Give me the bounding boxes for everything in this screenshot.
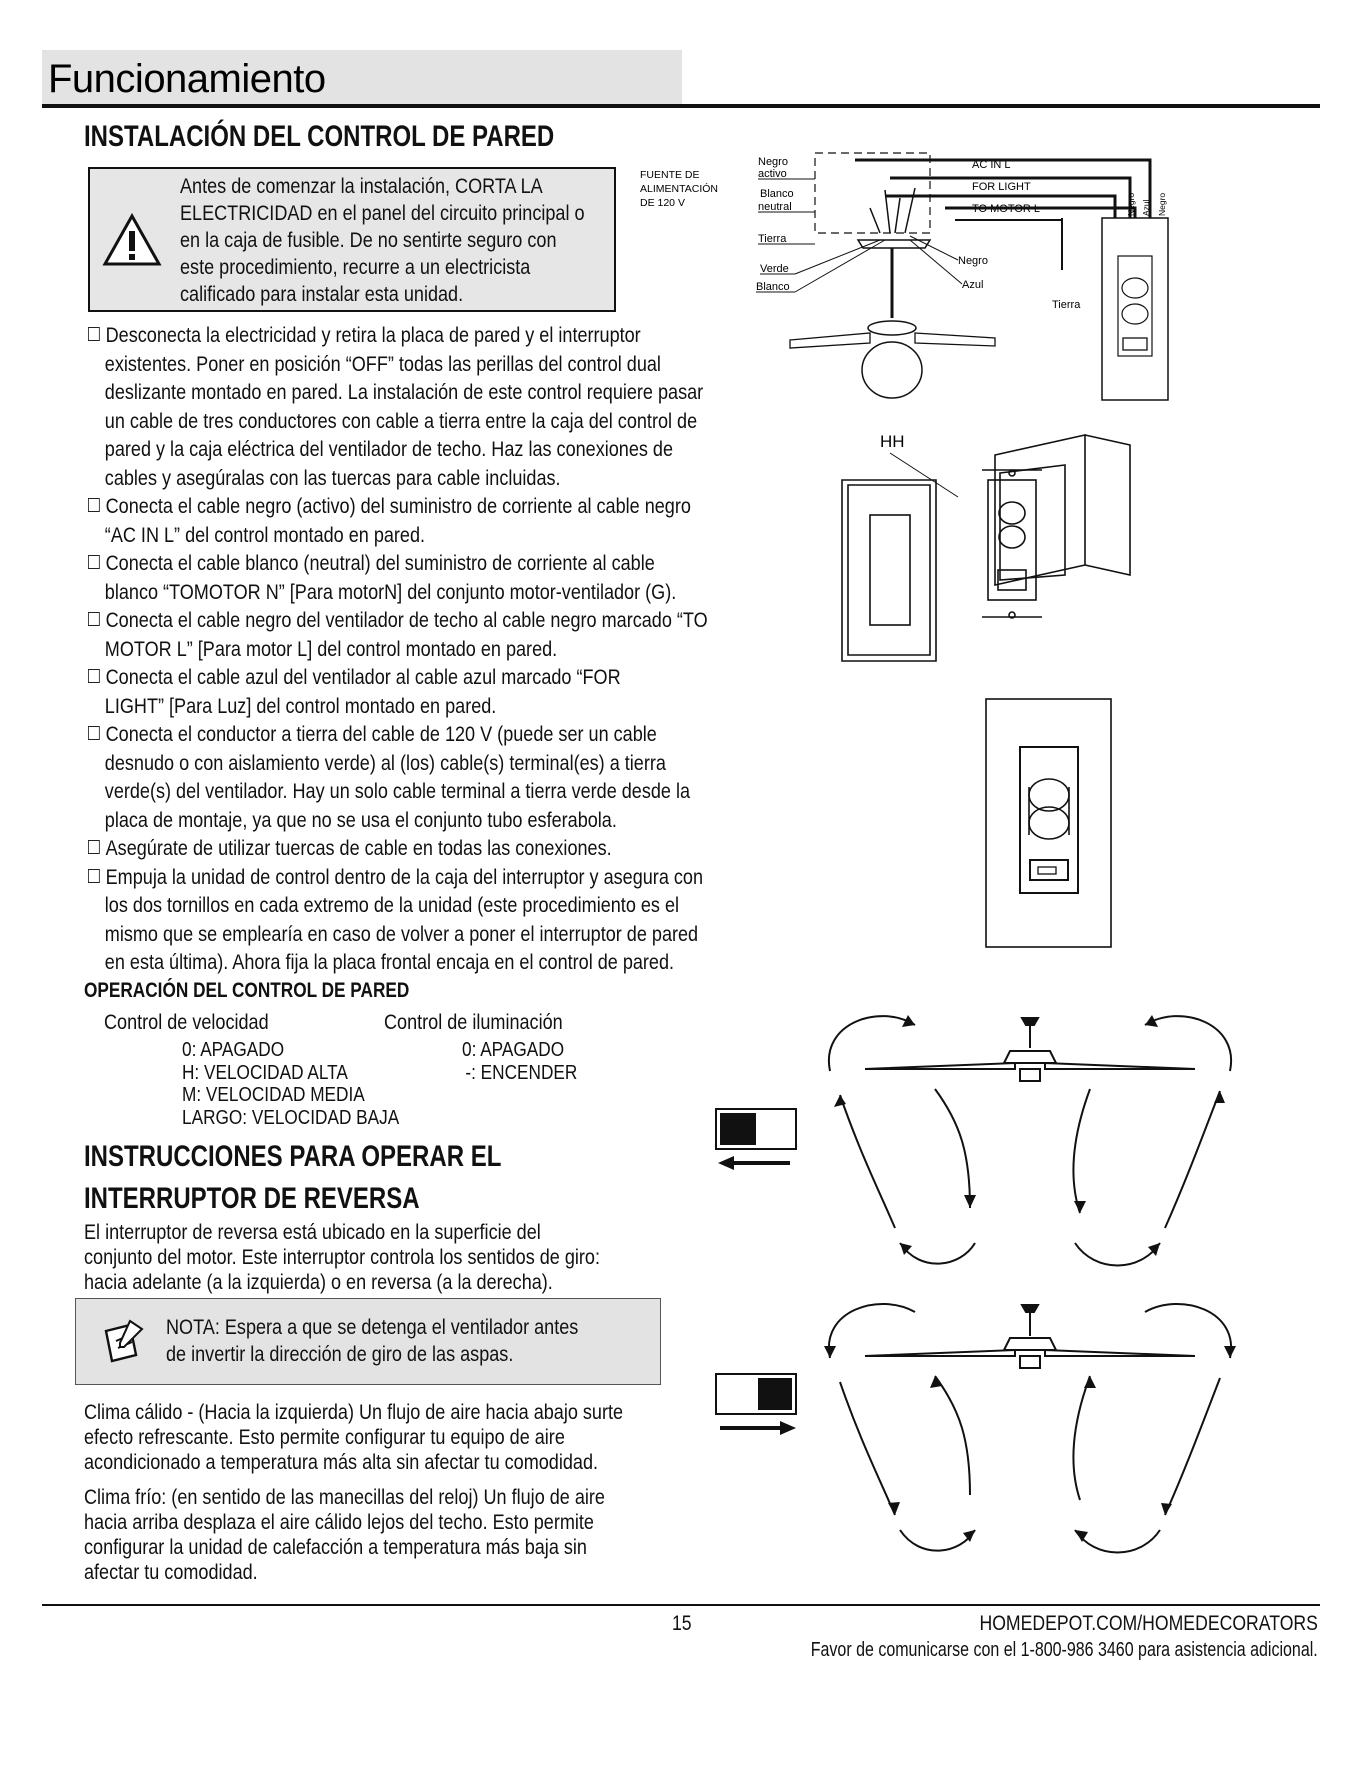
footer-site bbox=[820, 1612, 1318, 1636]
speed-item: M: VELOCIDAD MEDIA bbox=[182, 1083, 365, 1106]
warning-line: calificado para instalar esta unidad. bbox=[180, 282, 464, 306]
checkbox-square-icon bbox=[88, 498, 100, 512]
instruction-text: Conecta el conductor a tierra del cable de 120 V (puede ser un cable bbox=[105, 722, 657, 746]
warm-line: acondicionado a temperatura más alta sin afectar tu comodidad. bbox=[84, 1450, 599, 1474]
warning-text bbox=[180, 173, 585, 308]
reverse-intro-line: hacia adelante (a la izquierda) o en reversa (a la derecha). bbox=[84, 1270, 553, 1294]
label-hh: HH bbox=[880, 432, 905, 451]
instruction-line bbox=[88, 407, 708, 436]
note-text bbox=[166, 1314, 578, 1368]
checkbox-square-icon bbox=[88, 555, 100, 569]
header-rule bbox=[42, 104, 1320, 108]
instruction-text: en esta última). Ahora fija la placa frontal encaja en el control de pared. bbox=[104, 950, 675, 974]
instruction-text: cables y asegúralas con las tuercas para cable incluidas. bbox=[104, 465, 561, 490]
speed-control-header: Control de velocidad bbox=[104, 1010, 269, 1034]
terminal-label-for-light: FOR LIGHT bbox=[972, 181, 1031, 193]
instruction-text: Empuja la unidad de control dentro de la caja del interruptor y asegura con bbox=[105, 864, 703, 889]
warning-line: en la caja de fusible. De no sentirte seguro con bbox=[180, 228, 557, 252]
instruction-text: Asegúrate de utilizar tuercas de cable en todas las conexiones. bbox=[105, 836, 612, 860]
speed-item: H: VELOCIDAD ALTA bbox=[182, 1060, 348, 1084]
instruction-line bbox=[88, 578, 708, 607]
vertical-label: Negro bbox=[1157, 192, 1167, 216]
instruction-line bbox=[88, 834, 708, 863]
cold-line: configurar la unidad de calefacción a temperatura más baja sin bbox=[84, 1535, 587, 1559]
wire-label-blanco-2: Blanco bbox=[756, 281, 790, 293]
speed-item: LARGO: VELOCIDAD BAJA bbox=[182, 1105, 400, 1129]
operation-title: OPERACIÓN DEL CONTROL DE PARED bbox=[84, 979, 410, 1002]
reverse-switch-right-icon bbox=[714, 1372, 804, 1438]
instruction-line bbox=[88, 321, 708, 350]
wire-label-azul: Azul bbox=[962, 279, 984, 291]
warning-box bbox=[88, 167, 616, 312]
reverse-switch-left-icon bbox=[714, 1107, 804, 1173]
checkbox-square-icon bbox=[88, 840, 100, 854]
footer-contact-text: Favor de comunicarse con el 1-800-986 3460 para asistencia adicional. bbox=[811, 1639, 1318, 1661]
instruction-line bbox=[88, 350, 708, 379]
light-item: 0: APAGADO bbox=[462, 1038, 565, 1061]
footer-rule bbox=[42, 1604, 1320, 1606]
instruction-list bbox=[88, 321, 708, 977]
warning-icon bbox=[102, 213, 162, 267]
wiring-diagram bbox=[620, 148, 1180, 410]
vertical-label: Negro bbox=[1126, 192, 1136, 216]
note-line: NOTA: Espera a que se detenga el ventilador antes bbox=[166, 1315, 579, 1339]
cold-weather-text bbox=[84, 1485, 605, 1585]
instruction-line bbox=[88, 720, 708, 749]
instruction-line bbox=[88, 435, 708, 464]
instruction-line bbox=[88, 492, 708, 521]
reverse-intro-line: conjunto del motor. Este interruptor controla los sentidos de giro: bbox=[84, 1245, 601, 1269]
terminal-label-to-motor: TO MOTOR L bbox=[972, 203, 1041, 215]
instruction-line bbox=[88, 891, 708, 920]
note-box bbox=[75, 1298, 661, 1385]
section-title-wall-control: INSTALACIÓN DEL CONTROL DE PARED bbox=[84, 120, 555, 153]
instruction-line bbox=[88, 920, 708, 949]
warning-line: este procedimiento, recurre a un electricista bbox=[180, 255, 531, 279]
light-control-header: Control de iluminación bbox=[384, 1010, 563, 1034]
instruction-text: Conecta el cable negro (activo) del suministro de corriente al cable negro bbox=[105, 494, 691, 518]
instruction-line bbox=[88, 549, 708, 578]
checkbox-square-icon bbox=[88, 869, 100, 883]
instruction-line bbox=[88, 663, 708, 692]
vertical-label: Azul bbox=[1141, 199, 1151, 216]
wire-label-blanco: Blanco bbox=[760, 188, 794, 200]
checkbox-square-icon bbox=[88, 726, 100, 740]
reverse-title bbox=[84, 1136, 501, 1220]
instruction-text: desnudo o con aislamiento verde) al (los) cable(s) terminal(es) a tierra bbox=[104, 750, 666, 775]
cold-line: Clima frío: (en sentido de las manecillas del reloj) Un flujo de aire bbox=[84, 1485, 605, 1509]
instruction-line bbox=[88, 692, 708, 721]
note-icon bbox=[100, 1317, 148, 1365]
instruction-text: “AC IN L” del control montado en pared. bbox=[104, 522, 426, 547]
instruction-line bbox=[88, 863, 708, 892]
instruction-text: deslizante montado en pared. La instalación de este control requiere pasar bbox=[104, 380, 704, 404]
instruction-line bbox=[88, 635, 708, 664]
instruction-text: MOTOR L” [Para motor L] del control montado en pared. bbox=[104, 636, 558, 661]
light-control-list bbox=[462, 1039, 577, 1084]
instruction-text: Desconecta la electricidad y retira la placa de pared y el interruptor bbox=[105, 323, 641, 347]
instruction-text: los dos tornillos en cada extremo de la unidad (este procedimiento es el bbox=[104, 893, 680, 917]
wire-label-tierra: Tierra bbox=[758, 233, 787, 245]
instruction-text: mismo que se emplearía en caso de volver a poner el interruptor de pared bbox=[104, 921, 699, 946]
cold-line: afectar tu comodidad. bbox=[84, 1560, 258, 1584]
instruction-text: Conecta el cable azul del ventilador al cable azul marcado “FOR bbox=[105, 665, 621, 689]
wire-label-negro-2: Negro bbox=[958, 255, 988, 267]
instruction-text: verde(s) del ventilador. Hay un solo cable terminal a tierra verde desde la bbox=[104, 779, 691, 803]
reverse-title-line: INTERRUPTOR DE REVERSA bbox=[84, 1182, 420, 1215]
wire-label-neutral: neutral bbox=[758, 201, 792, 213]
terminal-label-ac-in: AC IN L bbox=[972, 159, 1011, 171]
instruction-text: pared y la caja eléctrica del ventilador de techo. Haz las conexiones de bbox=[104, 437, 674, 461]
supply-label-line: ALIMENTACIÓN bbox=[640, 183, 718, 195]
speed-item: 0: APAGADO bbox=[182, 1038, 285, 1061]
instruction-text: blanco “TOMOTOR N” [Para motorN] del conjunto motor-ventilador (G). bbox=[104, 579, 677, 604]
warm-line: Clima cálido - (Hacia la izquierda) Un flujo de aire hacia abajo surte bbox=[84, 1400, 624, 1424]
note-line: de invertir la dirección de giro de las aspas. bbox=[166, 1342, 514, 1366]
page-title: Funcionamiento bbox=[48, 57, 326, 101]
supply-label bbox=[640, 169, 718, 209]
warning-line: ELECTRICIDAD en el panel del circuito principal o bbox=[180, 201, 585, 225]
instruction-text: un cable de tres conductores con cable a tierra entre la caja del control de bbox=[104, 408, 698, 433]
instruction-line bbox=[88, 606, 708, 635]
speed-control-list bbox=[182, 1039, 399, 1129]
instruction-text: Conecta el cable negro del ventilador de techo al cable negro marcado “TO bbox=[105, 608, 708, 632]
instruction-line bbox=[88, 806, 708, 835]
instruction-text: placa de montaje, ya que no se usa el conjunto tubo esferabola. bbox=[104, 807, 617, 832]
reverse-title-line: INSTRUCCIONES PARA OPERAR EL bbox=[84, 1140, 502, 1173]
warning-line: Antes de comenzar la instalación, CORTA LA bbox=[180, 174, 543, 198]
wire-label-verde: Verde bbox=[760, 263, 789, 275]
wire-label-activo: activo bbox=[758, 168, 787, 180]
warm-line: efecto refrescante. Esto permite configurar tu equipo de aire bbox=[84, 1425, 565, 1449]
instruction-line bbox=[88, 948, 708, 977]
instruction-text: existentes. Poner en posición “OFF” todas las perillas del control dual bbox=[104, 351, 661, 376]
footer-contact bbox=[620, 1639, 1318, 1662]
reverse-intro bbox=[84, 1220, 600, 1295]
checkbox-square-icon bbox=[88, 327, 100, 341]
wall-control-exploded-diagram bbox=[840, 425, 1220, 670]
checkbox-square-icon bbox=[88, 669, 100, 683]
page-number: 15 bbox=[672, 1612, 692, 1635]
cold-line: hacia arriba desplaza el aire cálido lejos del techo. Esto permite bbox=[84, 1510, 594, 1534]
supply-label-line: DE 120 V bbox=[640, 197, 685, 209]
wall-control-front-diagram bbox=[982, 695, 1117, 951]
reverse-intro-line: El interruptor de reversa está ubicado en la superficie del bbox=[84, 1220, 541, 1244]
instruction-line bbox=[88, 464, 708, 493]
fan-downflow-diagram bbox=[820, 1003, 1240, 1275]
instruction-line bbox=[88, 777, 708, 806]
wire-label-tierra-right: Tierra bbox=[1052, 299, 1081, 311]
light-item: -: ENCENDER bbox=[465, 1060, 578, 1084]
instruction-line bbox=[88, 521, 708, 550]
warm-weather-text bbox=[84, 1400, 623, 1475]
footer-site-text: HOMEDEPOT.COM/HOMEDECORATORS bbox=[979, 1612, 1318, 1635]
checkbox-square-icon bbox=[88, 612, 100, 626]
instruction-text: LIGHT” [Para Luz] del control montado en pared. bbox=[104, 693, 497, 718]
vertical-wire-labels bbox=[1126, 193, 1167, 216]
instruction-line bbox=[88, 749, 708, 778]
fan-upflow-diagram bbox=[820, 1296, 1240, 1572]
supply-label-line: FUENTE DE bbox=[640, 169, 700, 181]
instruction-text: Conecta el cable blanco (neutral) del suministro de corriente al cable bbox=[105, 551, 655, 575]
wire-label-negro: Negro bbox=[758, 156, 788, 168]
wire-lines bbox=[756, 153, 1168, 400]
instruction-line bbox=[88, 378, 708, 407]
